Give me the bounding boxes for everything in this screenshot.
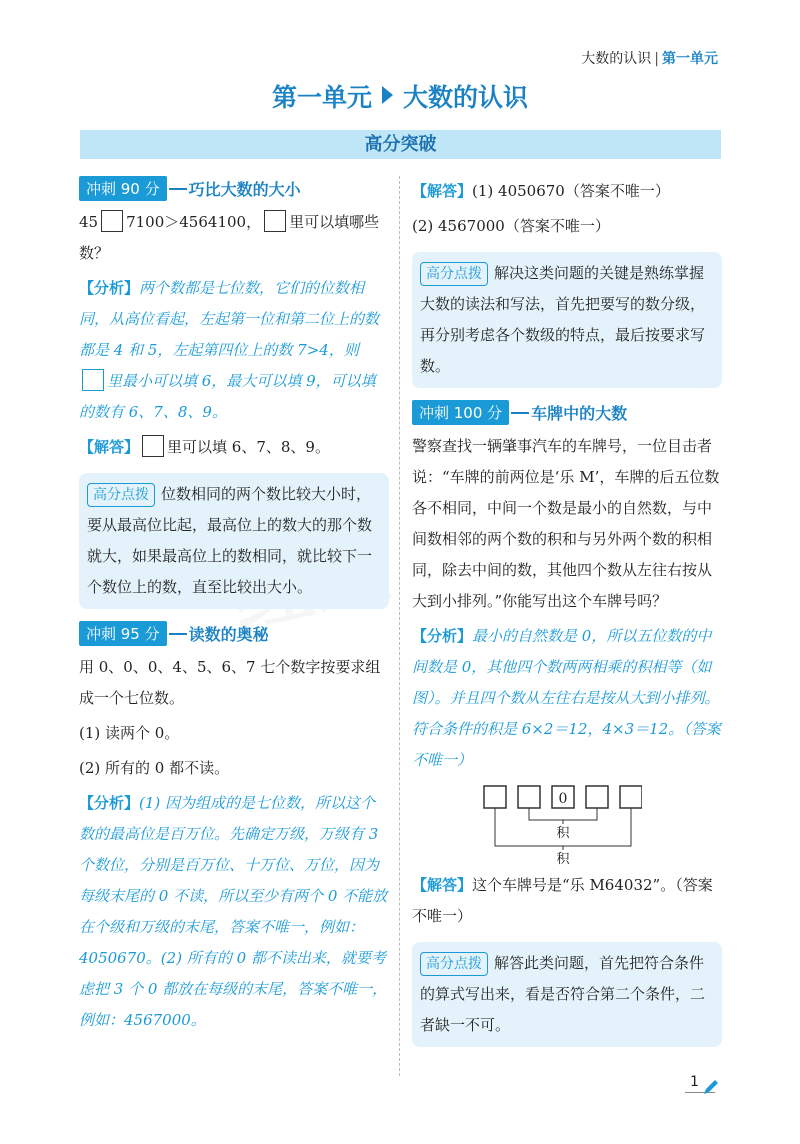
diagram-outer-label: 积 bbox=[556, 852, 570, 866]
column-divider bbox=[399, 176, 401, 1076]
question-95-part1: (1) 读两个 0。 bbox=[79, 724, 180, 742]
question-95-part2: (2) 所有的 0 都不读。 bbox=[79, 759, 230, 777]
title-dash bbox=[511, 412, 529, 414]
digit-box-1 bbox=[484, 786, 506, 808]
blank-box bbox=[142, 435, 164, 457]
running-header-topic: 大数的认识 bbox=[581, 51, 652, 67]
right-column bbox=[412, 176, 722, 1059]
tip-box-95 bbox=[412, 252, 722, 388]
running-header-separator: | bbox=[654, 51, 659, 67]
page-number: 1 bbox=[690, 1074, 699, 1090]
analysis-100: 【分析】最小的自然数是 0，所以五位数的中间数是 0，其他四个数两两相乘的积相等（如图）。并且四个数从左往右是按从大到小排列。符合条件的积是 6×2＝12，4×3＝12。（答案不唯一） bbox=[412, 627, 721, 769]
question-90: 45 7100＞4564100， 里可以填哪些数？ bbox=[79, 207, 389, 269]
question-95: 用 0、0、0、4、5、6、7 七个数字按要求组成一个七位数。 bbox=[79, 658, 381, 707]
title-dash bbox=[169, 633, 187, 635]
section-header-100 bbox=[412, 400, 722, 425]
answer-90: 【解答】 里可以填 6、7、8、9。 bbox=[79, 432, 389, 463]
section-title-95: 读数的奥秘 bbox=[188, 625, 269, 644]
running-header bbox=[581, 48, 718, 68]
blank-box bbox=[101, 210, 123, 232]
score-badge-95: 冲刺 95 分 bbox=[79, 621, 167, 646]
tip-box-90 bbox=[79, 473, 389, 609]
tip-text-90: 位数相同的两个数比较大小时，要从最高位比起，最高位上的数大的那个数就大，如果最高位上的数相同，就比较下一个数位上的数，直至比较出大小。 bbox=[87, 485, 373, 596]
page-title-unit: 第一单元 bbox=[271, 83, 372, 112]
score-badge-100: 冲刺 100 分 bbox=[412, 400, 509, 425]
page-title-topic: 大数的认识 bbox=[403, 83, 529, 112]
analysis-90: 【分析】两个数都是七位数，它们的位数相同，从高位看起，左起第一位和第二位上的数都是 4 和 5，左起第四位上的数 7>4，则 里最小可以填 6，最大可以填 9，可以填的数有 6、7、8、9。 bbox=[79, 279, 380, 421]
answer-95-part2: (2) 4567000（答案不唯一） bbox=[412, 217, 610, 235]
triangle-arrow-icon bbox=[382, 86, 393, 104]
tip-badge: 高分点拨 bbox=[420, 262, 488, 286]
diagram-inner-label: 积 bbox=[556, 826, 570, 841]
tip-badge: 高分点拨 bbox=[87, 483, 155, 507]
diagram-center-digit: 0 bbox=[558, 791, 568, 807]
product-diagram bbox=[482, 784, 642, 866]
question-100: 警察查找一辆肇事汽车的车牌号，一位目击者说：“车牌的前两位是‘乐 M’，车牌的后五位数各不相同，中间一个数是最小的自然数，与中间数相邻的两个数的积和与另外两个数的积相同，除去中间的数，其他四个数从左往右按从大到小排列。”你能写出这个车牌号吗？ bbox=[412, 437, 720, 610]
section-title-90: 巧比大数的大小 bbox=[188, 180, 301, 199]
section-banner: 高分突破 bbox=[80, 130, 721, 159]
left-column bbox=[79, 176, 389, 1040]
tip-box-100 bbox=[412, 942, 722, 1047]
score-badge-90: 冲刺 90 分 bbox=[79, 176, 167, 201]
running-header-unit: 第一单元 bbox=[662, 51, 718, 67]
pencil-icon bbox=[702, 1078, 720, 1096]
digit-box-2 bbox=[518, 786, 540, 808]
inner-bracket bbox=[529, 808, 597, 820]
blank-box bbox=[264, 210, 286, 232]
answer-95-part1: 【解答】(1) 4050670（答案不唯一） bbox=[412, 182, 670, 200]
tip-text-100: 解答此类问题，首先把符合条件的算式写出来，看是否符合第二个条件，二者缺一不可。 bbox=[420, 954, 706, 1034]
digit-box-5 bbox=[620, 786, 642, 808]
section-header-95 bbox=[79, 621, 389, 646]
analysis-95: 【分析】(1) 因为组成的是七位数，所以这个数的最高位是百万位。先确定万级，万级有 3 个数位，分别是百万位、十万位、万位，因为每级末尾的 0 不读，所以至少有两个 0 不能放在个级和万级的末尾，答案不唯一，例如：4050670。(2) 所有的 0 都不读出来，就要考虑把 3 个 0 都放在每级的末尾，答案不唯一，例如：4567000。 bbox=[79, 794, 388, 1029]
tip-text-95: 解决这类问题的关键是熟练掌握大数的读法和写法，首先把要写的数分级，再分别考虑各个数级的特点，最后按要求写数。 bbox=[420, 264, 706, 375]
title-dash bbox=[169, 188, 187, 190]
page-title bbox=[0, 78, 800, 114]
digit-box-4 bbox=[586, 786, 608, 808]
section-header-90 bbox=[79, 176, 389, 201]
section-title-100: 车牌中的大数 bbox=[531, 404, 628, 423]
answer-100: 【解答】这个车牌号是“乐 M64032”。（答案不唯一） bbox=[412, 876, 713, 925]
tip-badge: 高分点拨 bbox=[420, 952, 488, 976]
blank-box bbox=[82, 369, 104, 391]
